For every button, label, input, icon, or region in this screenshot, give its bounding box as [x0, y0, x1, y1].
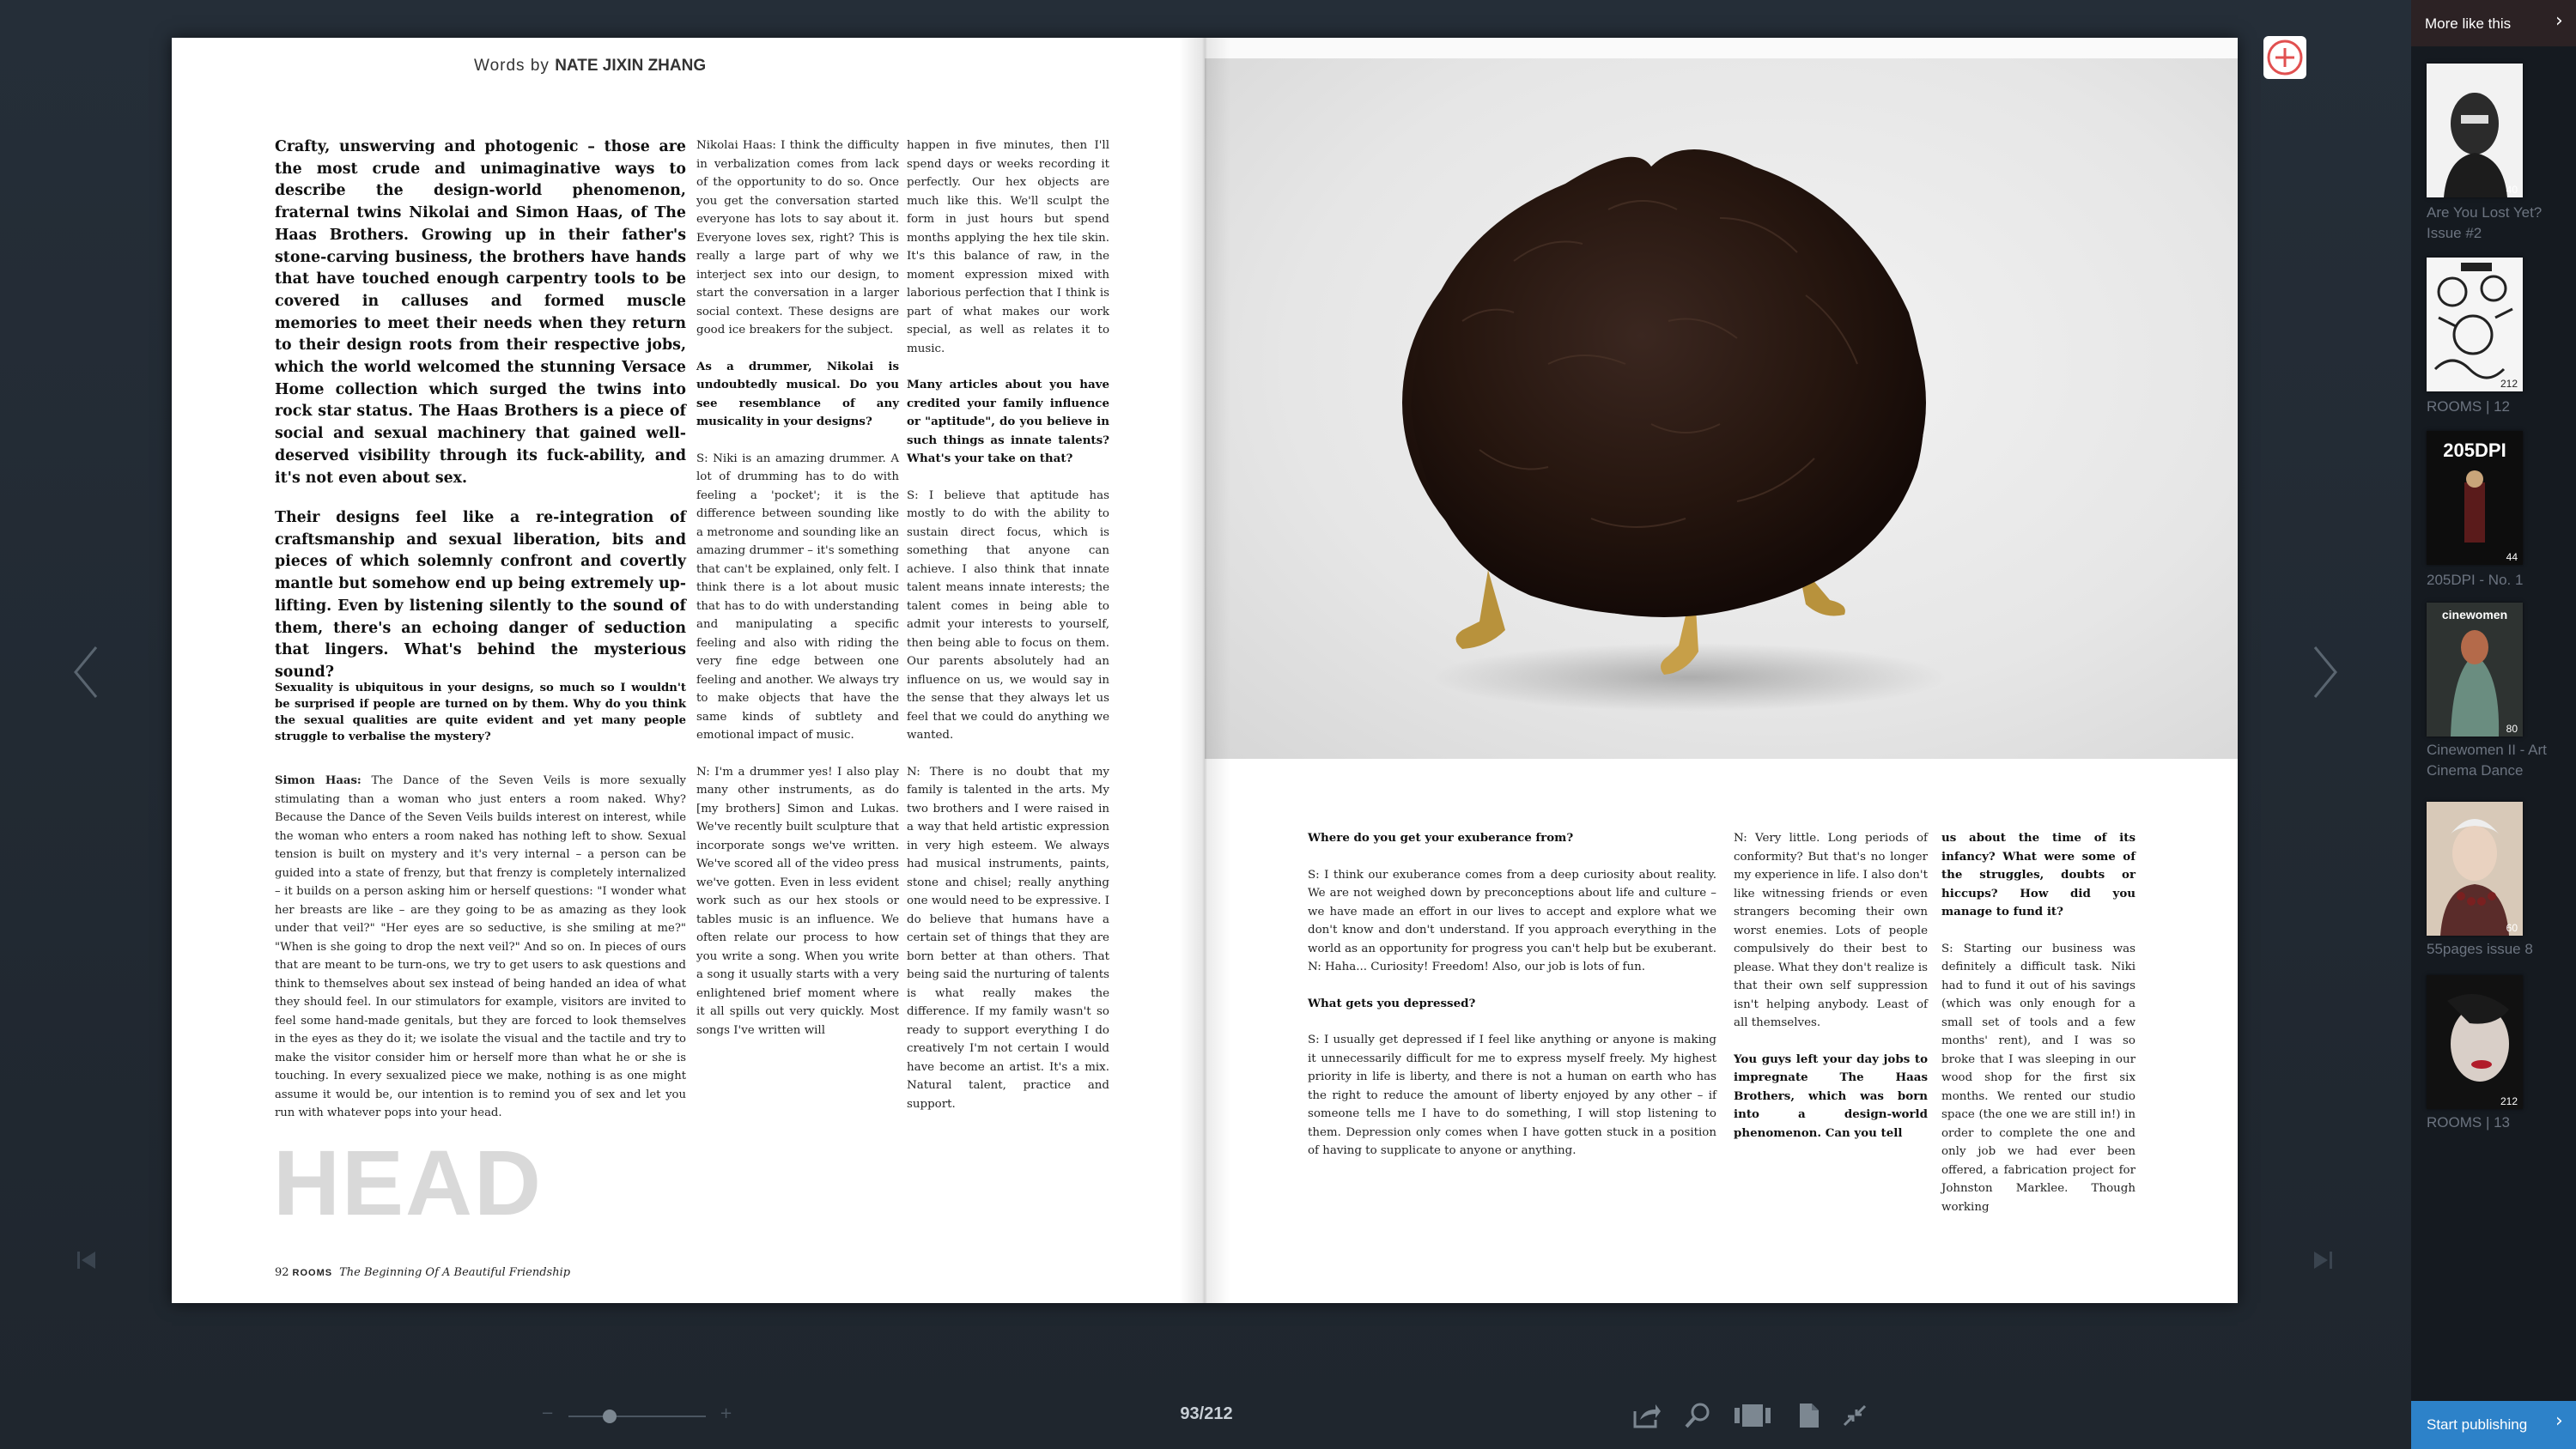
sidebar-thumb-1[interactable] [2427, 64, 2523, 197]
sidebar-title-5[interactable]: 55pages issue 8 [2427, 941, 2533, 957]
chevron-right-icon: › [2555, 10, 2563, 32]
byline-author: NATE JIXIN ZHANG [555, 57, 707, 75]
chevron-right-icon: › [2555, 1410, 2563, 1432]
cover-title-text: cinewomen [2441, 608, 2508, 621]
page-count-badge: 212 [2500, 1095, 2518, 1107]
cover-title-text: 205DPI [2443, 440, 2506, 461]
right-column-3 [1941, 829, 2136, 1234]
left-column-a [696, 136, 899, 1058]
interview-answer-colB-3: N: There is no doubt that my family is talented in the arts. My two brothers and I were raised in a way that held artistic expression in very high esteem. We always had musical instruments, paints, stone and chisel; really anything one would need to be expressive. I do believe that humans have a certain set of things that they are born better at than others. That being said the nurturing of talents is what really makes the difference. If my family wasn't so ready to support everything I do creatively I'm not certain I would have become an artist. It's a mix. Natural talent, practice and support. [907, 765, 1109, 1111]
interview-answer-colB-0: happen in five minutes, then I'll spend days or weeks recording it perfectly. Our hex objects are much like this. We'll sculpt the form in just hours but spend months applying the hex tile skin. It's this balance of raw, in the moment expression mixed with laborious perfection that I think is part of what makes our work special, as well as relates it to music. [907, 139, 1109, 355]
ghost-headline: HEAD [273, 1131, 544, 1234]
more-like-this-sidebar [2411, 0, 2576, 1449]
intro-paragraph-1: Crafty, unswerving and photogenic – those are the most crude and unimaginative ways to describe the design-world phenomenon, fraternal twins Nikolai and Simon Haas, of The Haas Brothers. Growing up in their father's stone-carving business, the brothers have hands that have touched enough carpentry tools to be covered in calluses and formed muscle memories to meet their needs when they return to their design roots from their respective jobs, which the world welcomed the stunning Versace Home collection which surged the twins into rock star status. The Haas Brothers is a piece of social and sexual machinery that gained well-deserved visibility through its fuck-ability, and it's not even about sex. [275, 138, 686, 487]
interview-question-right_col1-2: What gets you depressed? [1308, 996, 1476, 1010]
single-page-icon[interactable] [1793, 1401, 1824, 1430]
rooms-13-cover-art [2427, 975, 2523, 1109]
interview-answer-colA-2: S: Niki is an amazing drummer. A lot of drumming has to do with feeling a 'pocket'; it is the difference between sounding like a metronome and sounding like an amazing drummer – it's something that can't be explained, only felt. I think there is a lot about music that has to do with understanding and manipulating a specific feeling and also with riding the very fine edge between one feeling and another. We always try to make objects that have the same kinds of subtlety and emotional impact of music. [696, 452, 899, 742]
55pages-cover-art [2427, 802, 2523, 936]
portrait-cover-art [2427, 64, 2523, 197]
interview-question-right_col3-0: us about the time of its infancy? What were some of the struggles, doubts or hiccups? How did you manage to fund it? [1941, 831, 2136, 919]
page-footer [275, 1266, 570, 1279]
interview-answer-right_col2-0: N: Very little. Long periods of conformity? But that's no longer my experience in life. I also don't like witnessing friends or even strangers becoming their own worst enemies. Lots of people compulsively do their best to please. What they don't realize is that their own self suppression isn't helping anybody. Least of all themselves. [1734, 832, 1928, 1029]
205dpi-cover-art [2427, 431, 2523, 565]
furry-stool-illustration [1205, 38, 2238, 759]
right-column-2 [1734, 829, 1928, 1161]
sidebar-thumb-6[interactable] [2427, 975, 2523, 1109]
page-count-badge: 212 [2500, 378, 2518, 390]
zoom-in-button[interactable]: + [720, 1404, 733, 1422]
zoom-slider-handle[interactable] [603, 1410, 617, 1423]
page-count-badge: 40 [2506, 184, 2518, 196]
sidebar-title-6[interactable]: ROOMS | 13 [2427, 1114, 2510, 1131]
right-column-1 [1308, 829, 1716, 1179]
thumbnails-icon[interactable] [1733, 1401, 1772, 1430]
share-icon[interactable] [1631, 1401, 1662, 1430]
page-count-badge: 80 [2506, 723, 2518, 735]
left-page [172, 38, 1205, 1303]
cinewomen-cover-art [2427, 603, 2523, 737]
interview-answer-right_col1-3: S: I usually get depressed if I feel like anything or anyone is making it unnecessarily difficult for me to express myself freely. My highest priority in life is liberty, and there is not a human on earth who has the right to reduce the amount of liberty enjoyed by any other – if someone tells me I have to do something, I will stop listening to them. Depression only comes when I have gotten stuck in a position of having to supplicate to anyone or anything. [1308, 1034, 1716, 1157]
more-like-this-label: More like this [2425, 15, 2512, 32]
sidebar-title-3[interactable]: 205DPI - No. 1 [2427, 572, 2524, 588]
zoom-control [541, 1404, 738, 1428]
search-icon[interactable] [1683, 1401, 1714, 1430]
zoom-out-button[interactable]: − [541, 1404, 555, 1422]
last-page-icon[interactable] [2310, 1246, 2336, 1274]
folio-magazine: ROOMS [292, 1268, 333, 1278]
interview-question-colA-1: As a drummer, Nikolai is undoubtedly musical. Do you see resemblance of any musicality in your designs? [696, 359, 899, 428]
folio-number: 92 [275, 1266, 289, 1279]
interview-answer-right_col3-1: S: Starting our business was definitely a difficult task. Niki had to fund it out of his savings (which was only enough for a small set of tools and a few months' rent), and I was so broke that I was sleeping in our wood shop for the first six months. We rented our studio space (the one we are still in!) in order to complete the one and only job we had ever been offered, a fabrication project for Johnston Marklee. Though working [1941, 942, 2136, 1214]
add-to-collection-icon[interactable] [2262, 34, 2308, 81]
fullscreen-exit-icon[interactable] [1839, 1401, 1870, 1430]
sidebar-thumb-2[interactable] [2427, 258, 2523, 391]
sidebar-thumb-4[interactable] [2427, 603, 2523, 737]
page-count-badge: 44 [2506, 551, 2518, 563]
interview-question-colB-1: Many articles about you have credited your family influence or "aptitude", do you believe in such things as innate talents? What's your take on that? [907, 378, 1109, 465]
sidebar-title-2[interactable]: ROOMS | 12 [2427, 398, 2510, 415]
answer-speaker: Simon Haas: [275, 774, 361, 787]
next-page-arrow-icon[interactable] [2308, 642, 2342, 702]
previous-page-arrow-icon[interactable] [69, 642, 103, 702]
sidebar-thumb-5[interactable] [2427, 802, 2523, 936]
intro-paragraph-2: Their designs feel like a re-integration of craftsmanship and sexual liberation, bits and pieces of which solemnly confront and covertly mantle but somehow end up being extremely up-lifting. Even by listening silently to the sound of them, there's an echoing danger of seduction that lingers. What's behind the mysterious sound? [275, 509, 686, 681]
start-publishing-button[interactable] [2411, 1401, 2576, 1449]
furry-stool-photo [1205, 38, 2238, 759]
start-publishing-label: Start publishing [2427, 1416, 2528, 1433]
answer-simon [275, 772, 686, 1123]
interview-answer-right_col1-1: S: I think our exuberance comes from a deep curiosity about reality. We are not weighed down by preconceptions about life and culture – we have made an effort in our lives to accept and explore what we don't know and don't understand. If you approach everything in the world as an opportunity for progress you can't help but be exuberant. N: Haha... Curiosity! Freedom! Also, our job is lots of fun. [1308, 868, 1716, 973]
folio-article-title: The Beginning Of A Beautiful Friendship [339, 1266, 571, 1279]
page-indicator: 93/212 [1180, 1404, 1233, 1423]
interview-question-right_col1-0: Where do you get your exuberance from? [1308, 831, 1574, 845]
question-sexuality: Sexuality is ubiquitous in your designs, so much so I wouldn't be surprised if people are turned on by them. Why do you think the sexual qualities are quite evident and yet many people struggle to verbalise the mystery? [275, 682, 686, 743]
right-page [1205, 38, 2238, 1303]
page-spread [172, 38, 2238, 1303]
more-like-this-header[interactable] [2411, 0, 2576, 46]
page-count-badge: 60 [2506, 922, 2518, 934]
first-page-icon[interactable] [74, 1246, 100, 1274]
byline-prefix: Words by [474, 57, 550, 75]
answer-text: The Dance of the Seven Veils is more sexually stimulating than a woman who just enters a room naked. Why? Because the Dance of the Seven Veils builds interest on interest, while the woman who enters a room naked has nothing left to show. Sexual tension is built on mystery and it's very internal – a person can be guided into a state of frenzy, but that frenzy is completely internalized – it builds on a person asking him or herself questions: "I wonder what her breasts are like – are they going to be as amazing as they look under that veil?" "Her eyes are so seductive, is she smiling at me?" "When is she going to drop the next veil?" And so on. In pieces of ours that are meant to be turn-ons, we try to get users to ask questions and think to themselves about sex instead of being handed an idea of what they should feel. In our stimulators for example, visitors are invited to feel some hand-made genitals, but they are forced to look themselves in the eyes as they do it; we isolate the visual and the tactile and try to make the visitor consider him or herself more than what he or she is touching. In every sexualized piece we make, nothing is as one might assume it would be, our intention is to remind you of sex and let you run with whatever pops into your head. [275, 774, 686, 1119]
interview-answer-colB-2: S: I believe that aptitude has mostly to do with the ability to sustain direct focus, which is something that anyone can achieve. I also think that innate talent means innate interests; the talent comes in being able to admit your interests to yourself, then being able to focus on them. Our parents absolutely had an influence on us, we would say in the sense that they always let us feel that we could do anything we wanted. [907, 488, 1109, 742]
sidebar-title-4[interactable]: Cinewomen II - Art Cinema Dance [2427, 742, 2547, 779]
left-column-b [907, 136, 1109, 1131]
sidebar-thumb-3[interactable] [2427, 431, 2523, 565]
rooms-12-cover-art [2427, 258, 2523, 391]
interview-answer-colA-3: N: I'm a drummer yes! I also play many other instruments, as do [my brothers] Simon and Lukas. We've recently built sculpture that incorporate songs we've written. We've scored all of the video press we've gotten. Even in less evident work such as our hex stools or tables music is an influence. We often relate our process to how you write a song. When you write a song it usually starts with a very enlightened brief moment where it all spills out very quickly. Most songs I've written will [696, 765, 899, 1037]
zoom-slider-track[interactable] [568, 1416, 706, 1417]
interview-answer-colA-0: Nikolai Haas: I think the difficulty in verbalization comes from lack of the opportunity to do so. Once you get the conversation started everyone has lots to say about it. Everyone loves sex, right? This is really a large part of why we interject sex into our design, to start the conversation in a larger social context. These designs are good ice breakers for the subject. [696, 139, 899, 336]
sidebar-title-1[interactable]: Are You Lost Yet? Issue #2 [2427, 204, 2543, 241]
byline [474, 57, 706, 76]
interview-question-right_col2-1: You guys left your day jobs to impregnate The Haas Brothers, which was born into a design-world phenomenon. Can you tell [1734, 1052, 1928, 1140]
